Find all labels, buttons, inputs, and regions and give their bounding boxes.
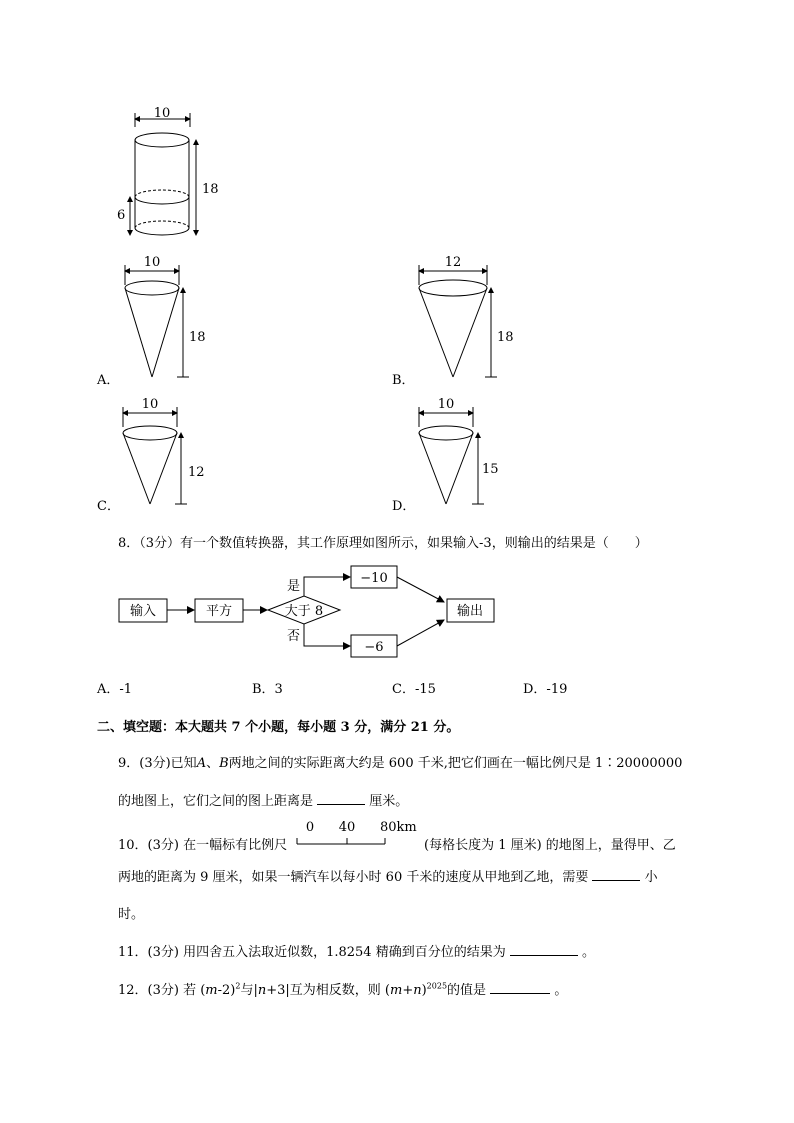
cone-option-d	[385, 397, 525, 510]
flow-square-box: 平方	[205, 604, 233, 619]
cone-b-diameter: 12	[444, 255, 462, 270]
scale-label-40: 40	[338, 820, 356, 835]
question-10-pre: 10．(3分) 在一幅标有比例尺	[118, 838, 288, 853]
q12-answer-blank[interactable]	[490, 981, 550, 994]
flow-output-box: 输出	[456, 604, 484, 619]
cylinder-height-label: 18	[202, 182, 219, 197]
question-9-line2: 的地图上，它们之间的图上距离是 厘米。	[118, 794, 409, 809]
option-d-letter: D．	[392, 499, 416, 514]
cone-option-b	[385, 255, 525, 385]
question-11: 11．(3分) 用四舍五入法取近似数，1.8254 精确到百分位的结果为 。	[118, 945, 596, 960]
scale-bar	[292, 818, 422, 854]
q8-choice-d: D．-19	[523, 682, 568, 697]
cone-option-c	[88, 397, 228, 510]
flow-no-label: 否	[287, 629, 301, 644]
cone-d-height: 15	[482, 462, 499, 477]
cone-option-a	[90, 255, 230, 385]
cone-c-height: 12	[188, 465, 205, 480]
scale-label-0: 0	[305, 820, 315, 835]
cone-d-diameter: 10	[437, 397, 455, 412]
flowchart	[110, 560, 510, 665]
option-c-letter: C．	[97, 499, 120, 514]
option-a-letter: A．	[97, 373, 120, 388]
q8-choice-a: A．-1	[97, 682, 133, 697]
cone-b-height: 18	[497, 330, 514, 345]
question-10-line2: 两地的距离为 9 厘米，如果一辆汽车以每小时 60 千米的速度从甲地到乙地，需要 小	[118, 870, 658, 885]
flow-minus6-box: −6	[364, 640, 384, 655]
q9-answer-blank[interactable]	[317, 792, 365, 805]
flow-yes-label: 是	[287, 579, 301, 594]
scale-label-80km: 80km	[380, 820, 417, 835]
option-b-letter: B．	[392, 373, 415, 388]
flow-minus10-box: −10	[360, 571, 388, 586]
section-2-heading: 二、填空题：本大题共 7 个小题，每小题 3 分，满分 21 分。	[97, 720, 460, 735]
q11-answer-blank[interactable]	[510, 943, 578, 956]
cone-a-height: 18	[189, 330, 206, 345]
q8-choice-c: C．-15	[392, 682, 436, 697]
question-9-line1: 9．(3分)已知A、B两地之间的实际距离大约是 600 千米,把它们画在一幅比例尺是 1∶20000000	[118, 756, 683, 771]
cone-a-diameter: 10	[143, 255, 161, 270]
question-12: 12．(3分) 若 $(m-2)^2$与|n+3|互为相反数，则 $(m+n)^{2025}$的值是 。	[118, 981, 568, 998]
q10-answer-blank[interactable]	[592, 868, 640, 881]
question-10-post: (每格长度为 1 厘米) 的地图上，量得甲、乙	[424, 838, 676, 853]
question-8-text: 8．（3分）有一个数值转换器，其工作原理如图所示，如果输入-3，则输出的结果是（ ）	[118, 536, 648, 551]
cylinder-diameter-label: 10	[153, 106, 171, 121]
flow-decision: 大于 8	[284, 604, 324, 619]
cone-c-diameter: 10	[141, 397, 159, 412]
water-height-label: 6	[117, 208, 126, 223]
question-10-line3: 时。	[118, 907, 145, 922]
flow-input-box: 输入	[129, 604, 157, 619]
cylinder-figure	[100, 105, 230, 245]
q8-choice-b: B．3	[252, 682, 283, 697]
